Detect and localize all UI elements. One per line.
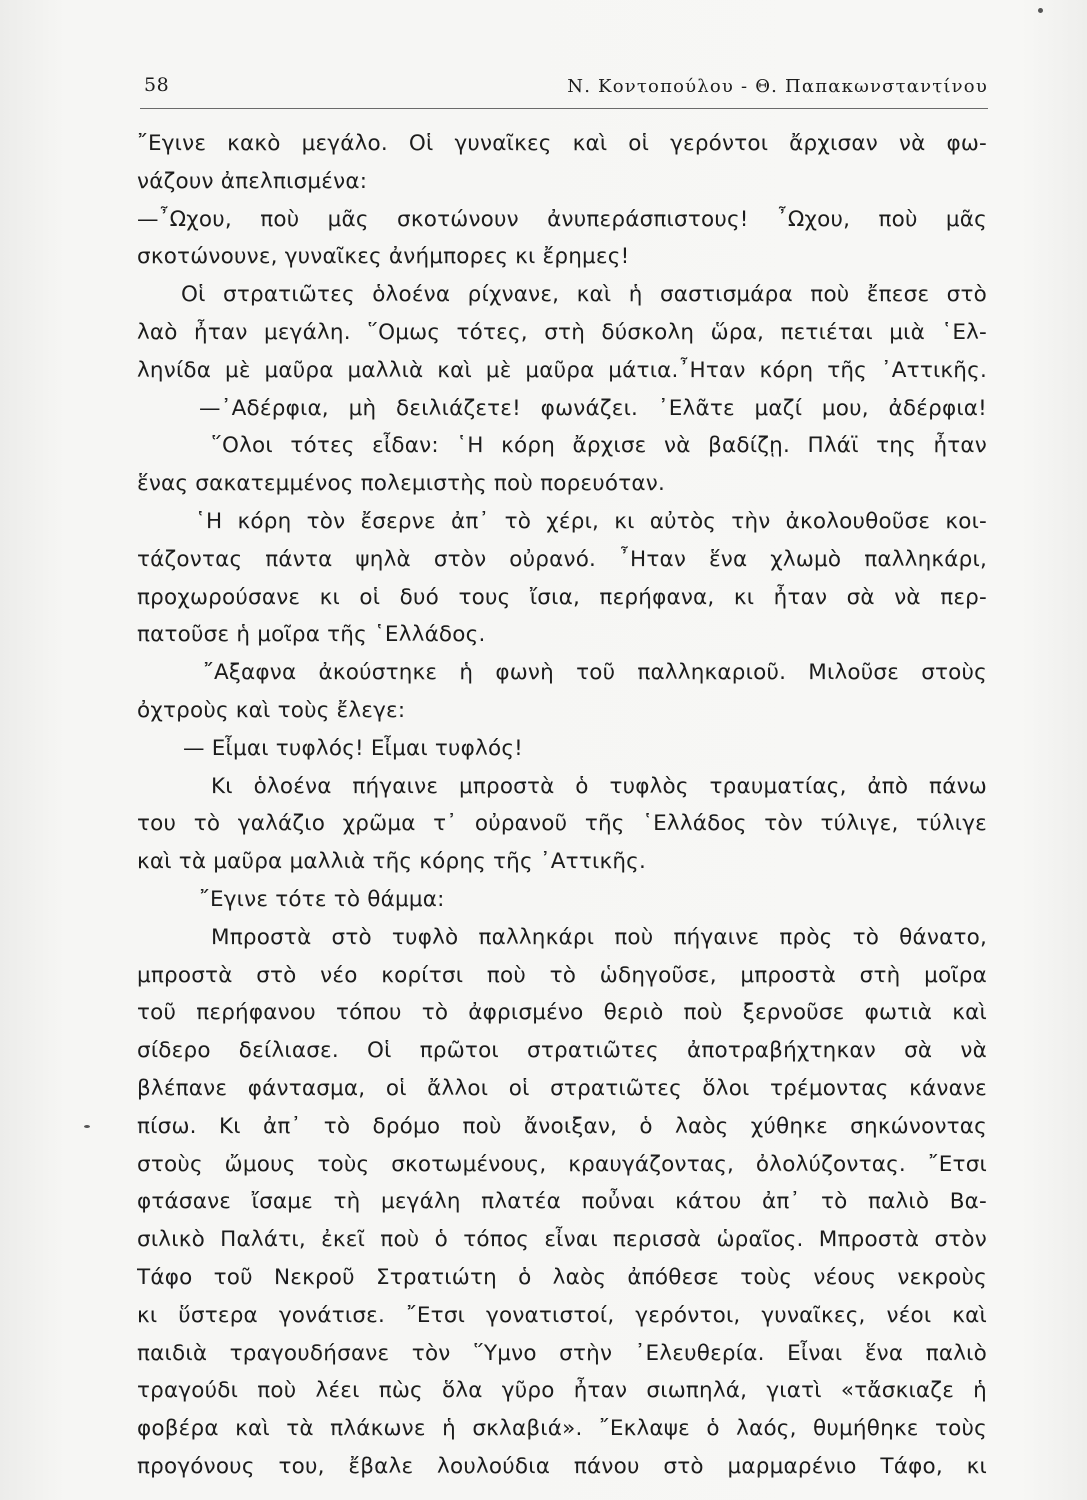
text-line: ῞Ολοι τότες εἶδαν: ῾Η κόρη ἄρχισε νὰ βαδίζῃ. Πλάϊ της ἦταν	[211, 433, 987, 459]
page-number: 58	[144, 74, 170, 96]
text-line: σίδερο δείλιασε. Οἱ πρῶτοι στρατιῶτες ἀποτραβήχτηκαν σὰ νὰ	[137, 1038, 987, 1064]
text-line: Τάφο τοῦ Νεκροῦ Στρατιώτη ὁ λαὸς ἀπόθεσε τοὺς νέους νεκροὺς	[137, 1264, 987, 1290]
running-head	[140, 68, 988, 109]
text-line: — Εἶμαι τυφλός! Εἶμαι τυφλός!	[183, 735, 523, 761]
text-line: φοβέρα καὶ τὰ πλάκωνε ἡ σκλαβιά». ῎Εκλαψε ὁ λαός, θυμήθηκε τοὺς	[137, 1416, 987, 1442]
text-line: του τὸ γαλάζιο χρῶμα τ᾿ οὐρανοῦ τῆς ῾Ελλάδος τὸν τύλιγε, τύλιγε	[137, 811, 987, 837]
text-line: καὶ τὰ μαῦρα μαλλιὰ τῆς κόρης τῆς ᾿Αττικῆς.	[137, 849, 646, 875]
text-line: —᾿Αδέρφια, μὴ δειλιάζετε! φωνάζει. ᾿Ελᾶτε μαζί μου, ἀδέρφια!	[199, 395, 987, 421]
text-line: τοῦ περήφανου τόπου τὸ ἀφρισμένο θεριὸ ποὺ ξερνοῦσε φωτιὰ καὶ	[137, 1000, 987, 1026]
text-line: ῎Εγινε τότε τὸ θάμμα:	[199, 886, 445, 912]
text-line: ῾Η κόρη τὸν ἔσερνε ἀπ᾿ τὸ χέρι, κι αὐτὸς τὴν ἀκολουθοῦσε κοι-	[195, 508, 987, 534]
text-line: ῎Εγινε κακὸ μεγάλο. Οἱ γυναῖκες καὶ οἱ γερόντοι ἄρχισαν νὰ φω-	[137, 131, 987, 156]
text-line: λαὸ ἦταν μεγάλη. ῞Ομως τότες, στὴ δύσκολη ὥρα, πετιέται μιὰ ῾Ελ-	[137, 319, 987, 345]
text-line: τραγούδι ποὺ λέει πὼς ὅλα γῦρο ἦταν σιωπηλά, γιατὶ «τἄσκιαζε ἡ	[137, 1378, 987, 1404]
running-title: Ν. Κοντοπούλου - Θ. Παπακωνσταντίνου	[567, 76, 988, 97]
text-line: προγόνους του, ἔβαλε λουλούδια πάνου στὸ μαρμαρένιο Τάφο, κι	[137, 1453, 987, 1479]
text-line: στοὺς ὤμους τοὺς σκοτωμένους, κραυγάζοντας, ὀλολύζοντας. ῎Ετσι	[137, 1151, 987, 1177]
text-line: προχωρούσανε κι οἱ δυό τους ἴσια, περήφανα, κι ἦταν σὰ νὰ περ-	[137, 584, 987, 610]
text-line: φτάσανε ἴσαμε τὴ μεγάλη πλατέα ποὖναι κάτου ἀπ᾿ τὸ παλιὸ Βα-	[137, 1189, 987, 1215]
text-line: —῏Ωχου, ποὺ μᾶς σκοτώνουν ἀνυπεράσπιστους! ῏Ωχου, ποὺ μᾶς	[137, 206, 987, 232]
text-line: Μπροστὰ στὸ τυφλὸ παλληκάρι ποὺ πήγαινε πρὸς τὸ θάνατο,	[211, 924, 987, 950]
text-line: κι ὕστερα γονάτισε. ῎Ετσι γονατιστοί, γερόντοι, γυναῖκες, νέοι καὶ	[137, 1302, 987, 1328]
ink-speck	[1038, 8, 1043, 13]
text-line: τάζοντας πάντα ψηλὰ στὸν οὐρανό. ῏Ηταν ἕνα χλωμὸ παλληκάρι,	[137, 546, 987, 572]
text-line: νάζουν ἀπελπισμένα:	[137, 168, 368, 194]
body-text	[137, 125, 987, 1486]
text-line: βλέπανε φάντασμα, οἱ ἄλλοι οἱ στρατιῶτες ὅλοι τρέμοντας κάνανε	[137, 1075, 987, 1101]
ink-speck	[84, 1125, 90, 1128]
text-line: ῎Αξαφνα ἀκούστηκε ἡ φωνὴ τοῦ παλληκαριοῦ. Μιλοῦσε στοὺς	[203, 660, 987, 686]
text-line: παιδιὰ τραγουδήσανε τὸν ῞Υμνο στὴν ᾿Ελευθερία. Εἶναι ἕνα παλιὸ	[137, 1340, 987, 1366]
text-line: πίσω. Κι ἀπ᾿ τὸ δρόμο ποὺ ἄνοιξαν, ὁ λαὸς χύθηκε σηκώνοντας	[137, 1113, 987, 1139]
text-line: σιλικὸ Παλάτι, ἐκεῖ ποὺ ὁ τόπος εἶναι περισσὰ ὡραῖος. Μπροστὰ στὸν	[137, 1227, 987, 1253]
text-line: ληνίδα μὲ μαῦρα μαλλιὰ καὶ μὲ μαῦρα μάτια.῏Ηταν κόρη τῆς ᾿Αττικῆς.	[137, 357, 987, 383]
text-line: Οἱ στρατιῶτες ὁλοένα ρίχνανε, καὶ ἡ σαστισμάρα ποὺ ἔπεσε στὸ	[181, 282, 987, 308]
text-line: σκοτώνουνε, γυναῖκες ἀνήμπορες κι ἔρημες!	[137, 244, 630, 270]
text-line: Κι ὁλοένα πήγαινε μπροστὰ ὁ τυφλὸς τραυματίας, ἀπὸ πάνω	[211, 773, 987, 799]
text-line: μπροστὰ στὸ νέο κορίτσι ποὺ τὸ ὡδηγοῦσε, μπροστὰ στὴ μοῖρα	[137, 962, 987, 988]
text-line: πατοῦσε ἡ μοῖρα τῆς ῾Ελλάδος.	[137, 622, 486, 648]
text-line: ὀχτροὺς καὶ τοὺς ἔλεγε:	[137, 697, 406, 723]
text-line: ἕνας σακατεμμένος πολεμιστὴς ποὺ πορευόταν.	[137, 471, 666, 497]
